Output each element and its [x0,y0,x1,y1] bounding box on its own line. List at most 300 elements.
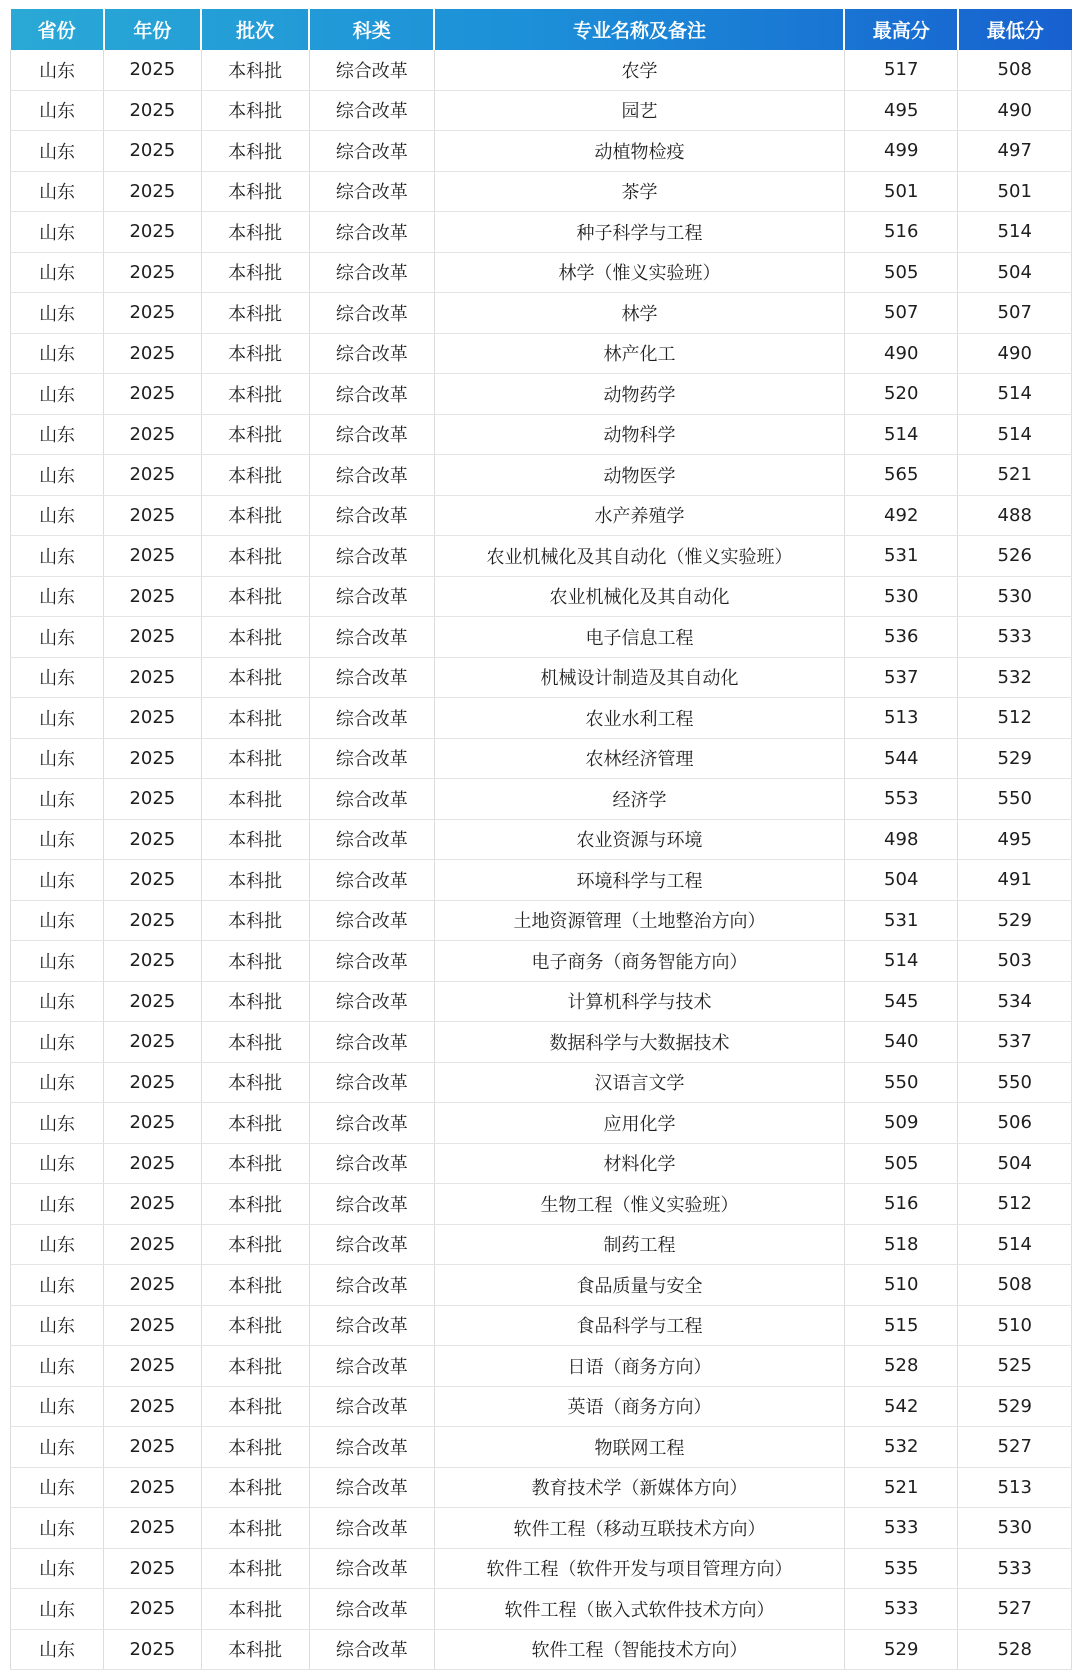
cell-major: 应用化学 [434,1103,844,1144]
cell-category: 综合改革 [309,455,434,496]
cell-min-score: 497 [958,131,1072,172]
cell-year: 2025 [104,860,201,901]
cell-max-score: 544 [844,738,957,779]
cell-major: 土地资源管理（土地整治方向） [434,900,844,941]
cell-year: 2025 [104,1062,201,1103]
cell-province: 山东 [11,1022,104,1063]
cell-province: 山东 [11,1467,104,1508]
cell-max-score: 517 [844,50,957,90]
header-province: 省份 [11,9,104,50]
cell-year: 2025 [104,212,201,253]
cell-max-score: 490 [844,333,957,374]
cell-batch: 本科批 [201,374,309,415]
cell-province: 山东 [11,738,104,779]
cell-province: 山东 [11,374,104,415]
cell-batch: 本科批 [201,212,309,253]
cell-min-score: 526 [958,536,1072,577]
cell-batch: 本科批 [201,617,309,658]
cell-category: 综合改革 [309,941,434,982]
cell-category: 综合改革 [309,1305,434,1346]
cell-min-score: 514 [958,212,1072,253]
cell-major: 机械设计制造及其自动化 [434,657,844,698]
table-row [11,576,1072,617]
cell-major: 农林经济管理 [434,738,844,779]
table-row [11,1548,1072,1589]
table-row [11,414,1072,455]
cell-batch: 本科批 [201,1386,309,1427]
cell-batch: 本科批 [201,1629,309,1670]
cell-category: 综合改革 [309,1062,434,1103]
cell-min-score: 512 [958,1184,1072,1225]
cell-category: 综合改革 [309,738,434,779]
cell-major: 食品科学与工程 [434,1305,844,1346]
header-batch: 批次 [201,9,309,50]
cell-major: 制药工程 [434,1224,844,1265]
table-row [11,738,1072,779]
cell-major: 软件工程（移动互联技术方向） [434,1508,844,1549]
cell-year: 2025 [104,738,201,779]
cell-max-score: 498 [844,819,957,860]
cell-batch: 本科批 [201,293,309,334]
cell-min-score: 488 [958,495,1072,536]
cell-year: 2025 [104,333,201,374]
cell-year: 2025 [104,374,201,415]
cell-major: 材料化学 [434,1143,844,1184]
cell-batch: 本科批 [201,1062,309,1103]
cell-min-score: 527 [958,1427,1072,1468]
cell-batch: 本科批 [201,1265,309,1306]
cell-year: 2025 [104,1508,201,1549]
cell-min-score: 514 [958,374,1072,415]
cell-max-score: 550 [844,1062,957,1103]
cell-province: 山东 [11,1589,104,1630]
table-row [11,1224,1072,1265]
cell-batch: 本科批 [201,779,309,820]
cell-year: 2025 [104,293,201,334]
cell-province: 山东 [11,495,104,536]
cell-category: 综合改革 [309,1589,434,1630]
table-row [11,1062,1072,1103]
cell-major: 物联网工程 [434,1427,844,1468]
cell-major: 动物药学 [434,374,844,415]
cell-year: 2025 [104,1427,201,1468]
cell-max-score: 515 [844,1305,957,1346]
cell-province: 山东 [11,455,104,496]
table-row [11,90,1072,131]
cell-major: 汉语言文学 [434,1062,844,1103]
cell-province: 山东 [11,1508,104,1549]
cell-batch: 本科批 [201,171,309,212]
admission-score-table-container [10,9,1072,1670]
cell-year: 2025 [104,1467,201,1508]
cell-year: 2025 [104,576,201,617]
cell-min-score: 528 [958,1629,1072,1670]
cell-year: 2025 [104,252,201,293]
cell-category: 综合改革 [309,860,434,901]
cell-max-score: 521 [844,1467,957,1508]
cell-min-score: 514 [958,1224,1072,1265]
cell-year: 2025 [104,1548,201,1589]
cell-category: 综合改革 [309,131,434,172]
cell-min-score: 550 [958,779,1072,820]
cell-province: 山东 [11,171,104,212]
cell-batch: 本科批 [201,1103,309,1144]
cell-province: 山东 [11,1062,104,1103]
cell-province: 山东 [11,1103,104,1144]
cell-min-score: 504 [958,1143,1072,1184]
cell-min-score: 501 [958,171,1072,212]
cell-max-score: 495 [844,90,957,131]
cell-major: 教育技术学（新媒体方向） [434,1467,844,1508]
cell-max-score: 504 [844,860,957,901]
cell-min-score: 529 [958,738,1072,779]
cell-province: 山东 [11,1143,104,1184]
cell-year: 2025 [104,941,201,982]
cell-province: 山东 [11,1548,104,1589]
table-row [11,779,1072,820]
table-row [11,1103,1072,1144]
cell-batch: 本科批 [201,333,309,374]
cell-max-score: 510 [844,1265,957,1306]
cell-max-score: 529 [844,1629,957,1670]
table-row [11,819,1072,860]
table-row [11,1184,1072,1225]
header-year: 年份 [104,9,201,50]
cell-max-score: 505 [844,1143,957,1184]
table-row [11,212,1072,253]
table-row [11,495,1072,536]
cell-max-score: 532 [844,1427,957,1468]
cell-year: 2025 [104,414,201,455]
cell-province: 山东 [11,90,104,131]
cell-batch: 本科批 [201,900,309,941]
cell-batch: 本科批 [201,1184,309,1225]
cell-max-score: 531 [844,900,957,941]
cell-major: 农业资源与环境 [434,819,844,860]
cell-min-score: 508 [958,50,1072,90]
cell-major: 农学 [434,50,844,90]
cell-province: 山东 [11,941,104,982]
cell-batch: 本科批 [201,738,309,779]
cell-min-score: 533 [958,617,1072,658]
cell-min-score: 495 [958,819,1072,860]
cell-max-score: 492 [844,495,957,536]
cell-major: 食品质量与安全 [434,1265,844,1306]
cell-batch: 本科批 [201,819,309,860]
cell-category: 综合改革 [309,779,434,820]
cell-year: 2025 [104,1103,201,1144]
cell-max-score: 516 [844,212,957,253]
cell-min-score: 534 [958,981,1072,1022]
cell-max-score: 499 [844,131,957,172]
table-row [11,333,1072,374]
cell-province: 山东 [11,981,104,1022]
cell-category: 综合改革 [309,495,434,536]
cell-max-score: 536 [844,617,957,658]
cell-province: 山东 [11,1386,104,1427]
cell-year: 2025 [104,131,201,172]
cell-min-score: 550 [958,1062,1072,1103]
table-row [11,252,1072,293]
cell-batch: 本科批 [201,50,309,90]
cell-province: 山东 [11,819,104,860]
cell-batch: 本科批 [201,1427,309,1468]
table-row [11,455,1072,496]
table-row [11,1386,1072,1427]
admission-score-table [10,9,1072,1670]
cell-max-score: 533 [844,1508,957,1549]
cell-year: 2025 [104,1305,201,1346]
cell-min-score: 529 [958,1386,1072,1427]
cell-major: 林学（惟义实验班） [434,252,844,293]
cell-province: 山东 [11,212,104,253]
cell-batch: 本科批 [201,1143,309,1184]
cell-min-score: 529 [958,900,1072,941]
cell-category: 综合改革 [309,657,434,698]
cell-year: 2025 [104,617,201,658]
cell-major: 软件工程（智能技术方向） [434,1629,844,1670]
cell-year: 2025 [104,1022,201,1063]
cell-batch: 本科批 [201,576,309,617]
table-row [11,131,1072,172]
cell-batch: 本科批 [201,1346,309,1387]
table-body [11,50,1072,1670]
cell-batch: 本科批 [201,860,309,901]
cell-category: 综合改革 [309,414,434,455]
cell-year: 2025 [104,90,201,131]
cell-year: 2025 [104,1346,201,1387]
cell-max-score: 531 [844,536,957,577]
cell-year: 2025 [104,1629,201,1670]
cell-major: 软件工程（软件开发与项目管理方向） [434,1548,844,1589]
cell-batch: 本科批 [201,698,309,739]
cell-max-score: 514 [844,941,957,982]
table-row [11,1508,1072,1549]
cell-category: 综合改革 [309,1386,434,1427]
cell-batch: 本科批 [201,1224,309,1265]
cell-category: 综合改革 [309,374,434,415]
cell-batch: 本科批 [201,252,309,293]
cell-year: 2025 [104,657,201,698]
cell-province: 山东 [11,131,104,172]
cell-min-score: 504 [958,252,1072,293]
header-major: 专业名称及备注 [434,9,844,50]
cell-major: 环境科学与工程 [434,860,844,901]
header-min-score: 最低分 [958,9,1072,50]
cell-category: 综合改革 [309,212,434,253]
cell-major: 生物工程（惟义实验班） [434,1184,844,1225]
table-row [11,941,1072,982]
cell-province: 山东 [11,536,104,577]
cell-batch: 本科批 [201,1467,309,1508]
cell-province: 山东 [11,860,104,901]
cell-province: 山东 [11,414,104,455]
cell-major: 计算机科学与技术 [434,981,844,1022]
cell-max-score: 540 [844,1022,957,1063]
cell-major: 数据科学与大数据技术 [434,1022,844,1063]
cell-category: 综合改革 [309,1265,434,1306]
table-row [11,1427,1072,1468]
table-row [11,1305,1072,1346]
table-header [11,9,1072,50]
cell-major: 电子信息工程 [434,617,844,658]
cell-batch: 本科批 [201,1305,309,1346]
cell-year: 2025 [104,455,201,496]
cell-min-score: 525 [958,1346,1072,1387]
cell-min-score: 503 [958,941,1072,982]
cell-category: 综合改革 [309,819,434,860]
cell-category: 综合改革 [309,1508,434,1549]
cell-major: 农业机械化及其自动化（惟义实验班） [434,536,844,577]
cell-batch: 本科批 [201,1548,309,1589]
cell-max-score: 505 [844,252,957,293]
cell-year: 2025 [104,900,201,941]
cell-major: 林学 [434,293,844,334]
cell-min-score: 521 [958,455,1072,496]
table-row [11,900,1072,941]
cell-year: 2025 [104,1386,201,1427]
cell-category: 综合改革 [309,536,434,577]
cell-major: 动植物检疫 [434,131,844,172]
cell-min-score: 491 [958,860,1072,901]
cell-max-score: 553 [844,779,957,820]
table-row [11,50,1072,90]
cell-category: 综合改革 [309,1103,434,1144]
table-row [11,617,1072,658]
cell-category: 综合改革 [309,90,434,131]
cell-min-score: 532 [958,657,1072,698]
cell-max-score: 530 [844,576,957,617]
cell-max-score: 542 [844,1386,957,1427]
cell-max-score: 537 [844,657,957,698]
cell-category: 综合改革 [309,576,434,617]
cell-batch: 本科批 [201,131,309,172]
cell-province: 山东 [11,50,104,90]
cell-batch: 本科批 [201,981,309,1022]
cell-major: 日语（商务方向） [434,1346,844,1387]
cell-min-score: 533 [958,1548,1072,1589]
cell-max-score: 501 [844,171,957,212]
cell-major: 水产养殖学 [434,495,844,536]
cell-max-score: 565 [844,455,957,496]
cell-max-score: 516 [844,1184,957,1225]
cell-province: 山东 [11,1224,104,1265]
cell-max-score: 545 [844,981,957,1022]
cell-min-score: 490 [958,333,1072,374]
cell-max-score: 509 [844,1103,957,1144]
cell-year: 2025 [104,1224,201,1265]
cell-batch: 本科批 [201,1589,309,1630]
cell-year: 2025 [104,981,201,1022]
cell-province: 山东 [11,900,104,941]
cell-min-score: 510 [958,1305,1072,1346]
cell-major: 英语（商务方向） [434,1386,844,1427]
cell-province: 山东 [11,779,104,820]
table-row [11,536,1072,577]
cell-year: 2025 [104,1143,201,1184]
cell-year: 2025 [104,495,201,536]
table-row [11,657,1072,698]
cell-batch: 本科批 [201,455,309,496]
cell-batch: 本科批 [201,414,309,455]
cell-category: 综合改革 [309,1143,434,1184]
cell-min-score: 527 [958,1589,1072,1630]
cell-batch: 本科批 [201,1508,309,1549]
cell-batch: 本科批 [201,941,309,982]
cell-batch: 本科批 [201,495,309,536]
cell-province: 山东 [11,1427,104,1468]
cell-category: 综合改革 [309,252,434,293]
cell-category: 综合改革 [309,50,434,90]
cell-major: 林产化工 [434,333,844,374]
cell-year: 2025 [104,171,201,212]
cell-year: 2025 [104,1265,201,1306]
cell-category: 综合改革 [309,1629,434,1670]
cell-max-score: 535 [844,1548,957,1589]
cell-category: 综合改革 [309,1022,434,1063]
cell-min-score: 537 [958,1022,1072,1063]
cell-min-score: 490 [958,90,1072,131]
table-row [11,1143,1072,1184]
cell-province: 山东 [11,1184,104,1225]
table-row [11,1467,1072,1508]
cell-major: 软件工程（嵌入式软件技术方向） [434,1589,844,1630]
cell-min-score: 508 [958,1265,1072,1306]
cell-category: 综合改革 [309,981,434,1022]
cell-min-score: 530 [958,1508,1072,1549]
cell-min-score: 514 [958,414,1072,455]
table-row [11,1265,1072,1306]
cell-max-score: 533 [844,1589,957,1630]
cell-min-score: 513 [958,1467,1072,1508]
cell-category: 综合改革 [309,1346,434,1387]
cell-batch: 本科批 [201,536,309,577]
cell-min-score: 507 [958,293,1072,334]
cell-category: 综合改革 [309,171,434,212]
cell-province: 山东 [11,1265,104,1306]
cell-province: 山东 [11,1629,104,1670]
cell-major: 电子商务（商务智能方向） [434,941,844,982]
cell-year: 2025 [104,779,201,820]
cell-province: 山东 [11,293,104,334]
cell-min-score: 530 [958,576,1072,617]
cell-max-score: 520 [844,374,957,415]
cell-max-score: 528 [844,1346,957,1387]
cell-max-score: 514 [844,414,957,455]
cell-category: 综合改革 [309,1548,434,1589]
cell-province: 山东 [11,333,104,374]
cell-province: 山东 [11,1346,104,1387]
cell-year: 2025 [104,1184,201,1225]
cell-category: 综合改革 [309,293,434,334]
cell-category: 综合改革 [309,900,434,941]
cell-min-score: 506 [958,1103,1072,1144]
cell-min-score: 512 [958,698,1072,739]
header-category: 科类 [309,9,434,50]
cell-year: 2025 [104,1589,201,1630]
cell-year: 2025 [104,50,201,90]
cell-major: 园艺 [434,90,844,131]
cell-province: 山东 [11,1305,104,1346]
cell-category: 综合改革 [309,698,434,739]
table-row [11,1629,1072,1670]
cell-major: 农业机械化及其自动化 [434,576,844,617]
table-row [11,981,1072,1022]
table-row [11,698,1072,739]
cell-province: 山东 [11,698,104,739]
cell-batch: 本科批 [201,90,309,131]
cell-batch: 本科批 [201,1022,309,1063]
